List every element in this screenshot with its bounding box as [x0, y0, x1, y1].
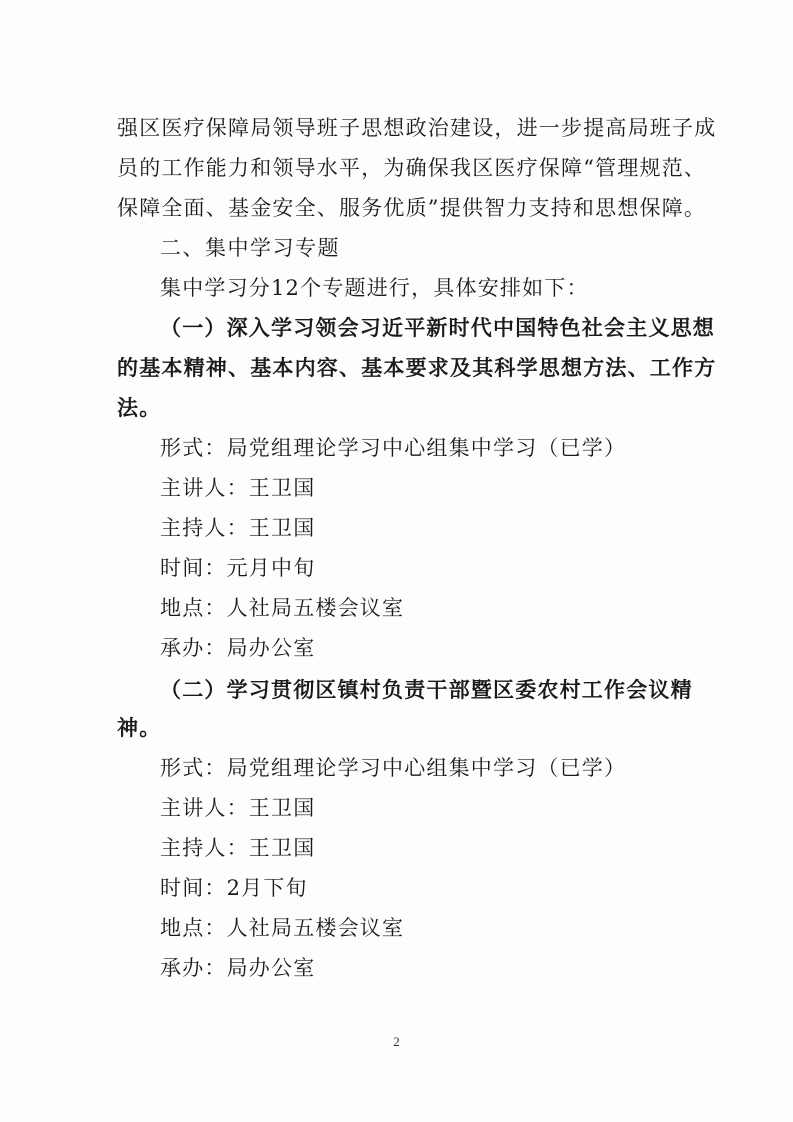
topic-title-line: 法。	[117, 395, 162, 420]
topic-place: 地点：人社局五楼会议室	[160, 916, 405, 940]
topic-form: 形式：局党组理论学习中心组集中学习（已学）	[160, 436, 627, 460]
topic-organizer: 承办：局办公室	[160, 956, 316, 980]
topic-time: 时间：2月下旬	[160, 876, 308, 900]
section-intro: 集中学习分12个专题进行，具体安排如下：	[160, 276, 589, 300]
topic-place: 地点：人社局五楼会议室	[160, 596, 405, 620]
paragraph-line: 员的工作能力和领导水平，为确保我区医疗保障“管理规范、	[117, 156, 707, 180]
topic-host: 主持人：王卫国	[160, 836, 316, 860]
topic-organizer: 承办：局办公室	[160, 636, 316, 660]
topic-speaker: 主讲人：王卫国	[160, 796, 316, 820]
topic-title-line: （一）深入学习领会习近平新时代中国特色社会主义思想	[160, 315, 715, 340]
topic-form: 形式：局党组理论学习中心组集中学习（已学）	[160, 756, 627, 780]
page-number: 2	[393, 1034, 400, 1049]
topic-time: 时间：元月中旬	[160, 556, 316, 580]
paragraph-line: 保障全面、基金安全、服务优质”提供智力支持和思想保障。	[117, 196, 707, 220]
topic-title-line: （二）学习贯彻区镇村负责干部暨区委农村工作会议精	[160, 677, 693, 702]
topic-title-line: 的基本精神、基本内容、基本要求及其科学思想方法、工作方	[117, 355, 717, 380]
topic-speaker: 主讲人：王卫国	[160, 476, 316, 500]
section-heading: 二、集中学习专题	[160, 236, 340, 260]
topic-host: 主持人：王卫国	[160, 516, 316, 540]
paragraph-line: 强区医疗保障局领导班子思想政治建设，进一步提高局班子成	[117, 116, 717, 140]
topic-title-line: 神。	[117, 715, 162, 740]
